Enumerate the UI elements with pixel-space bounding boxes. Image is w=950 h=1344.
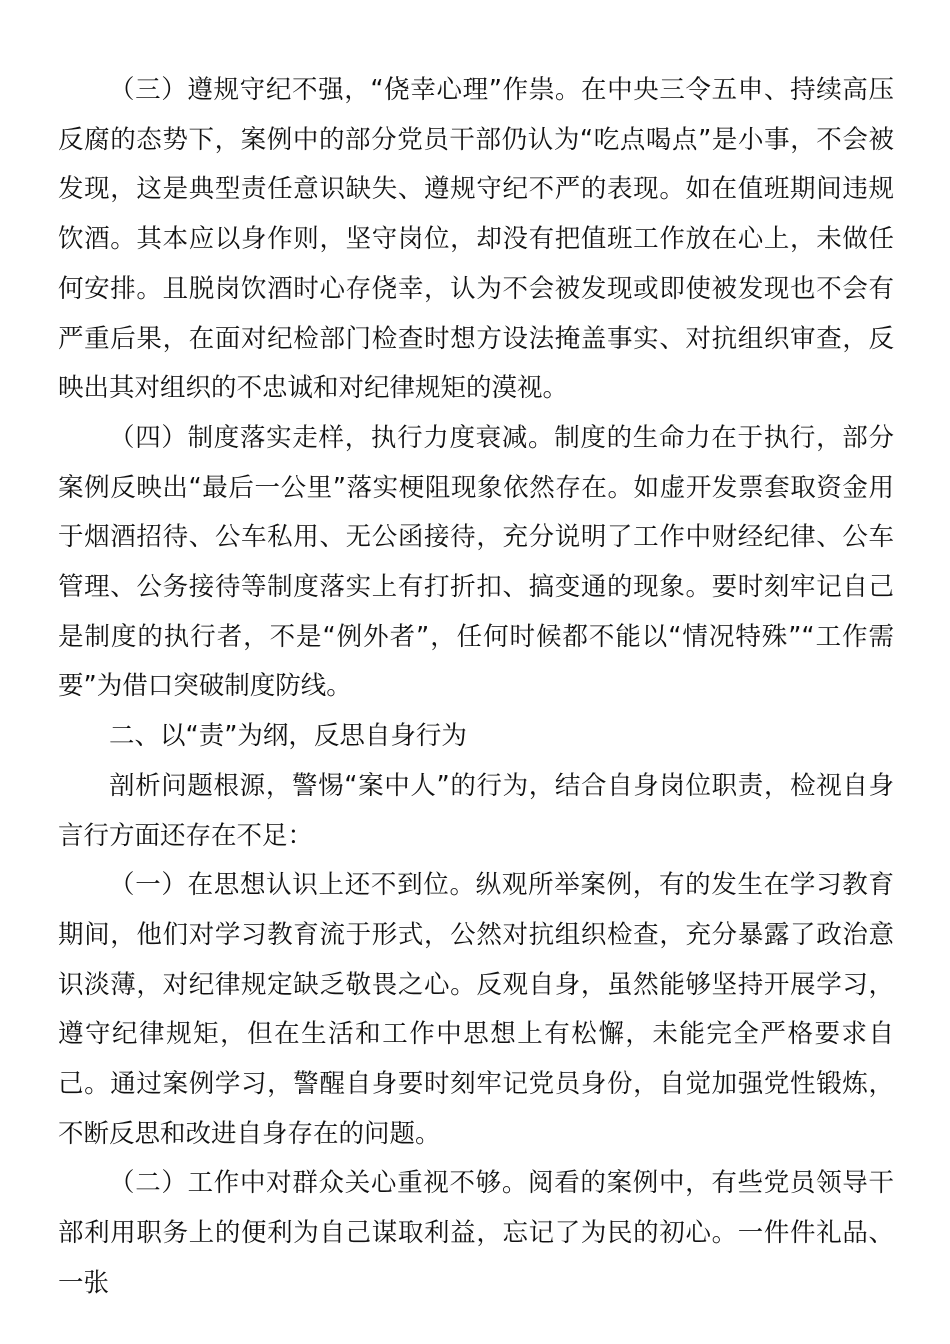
paragraph-ideological-awareness: （一）在思想认识上还不到位。纵观所举案例，有的发生在学习教育期间，他们对学习教育流于形式，公然对抗组织检查，充分暴露了政治意识淡薄，对纪律规定缺乏敬畏之心。反观自身，虽然能够坚持开展学习，遵守纪律规矩，但在生活和工作中思想上有松懈，未能完全严格要求自己。通过案例学习，警醒自身要时刻牢记党员身份，自觉加强党性锻炼，不断反思和改进自身存在的问题。	[58, 870, 894, 1149]
paragraph-system-implementation: （四）制度落实走样，执行力度衰减。制度的生命力在于执行，部分案例反映出“最后一公里”落实梗阻现象依然存在。如虚开发票套取资金用于烟酒招待、公车私用、无公函接待，充分说明了工作中财经纪律、公车管理、公务接待等制度落实上有打折扣、搞变通的现象。要时刻牢记自己是制度的执行者，不是“例外者”，任何时候都不能以“情况特殊”“工作需要”为借口突破制度防线。	[58, 422, 894, 702]
document-body	[58, 66, 894, 1309]
paragraph-discipline-weak: （三）遵规守纪不强，“侥幸心理”作祟。在中央三令五申、持续高压反腐的态势下，案例中的部分党员干部仍认为“吃点喝点”是小事，不会被发现，这是典型责任意识缺失、遵规守纪不严的表现。如在值班期间违规饮酒。其本应以身作则，坚守岗位，却没有把值班工作放在心上，未做任何安排。且脱岗饮酒时心存侥幸，认为不会被发现或即使被发现也不会有严重后果，在面对纪检部门检查时想方设法掩盖事实、对抗组织审查，反映出其对组织的不忠诚和对纪律规矩的漠视。	[58, 75, 894, 404]
paragraph-care-for-masses: （二）工作中对群众关心重视不够。阅看的案例中，有些党员领导干部利用职务上的便利为自己谋取利益，忘记了为民的初心。一件件礼品、一张	[58, 1168, 894, 1298]
paragraph-problem-analysis-intro: 剖析问题根源，警惕“案中人”的行为，结合自身岗位职责，检视自身言行方面还存在不足：	[58, 770, 894, 851]
section-heading-self-reflection: 二、以“责”为纲，反思自身行为	[109, 721, 467, 752]
